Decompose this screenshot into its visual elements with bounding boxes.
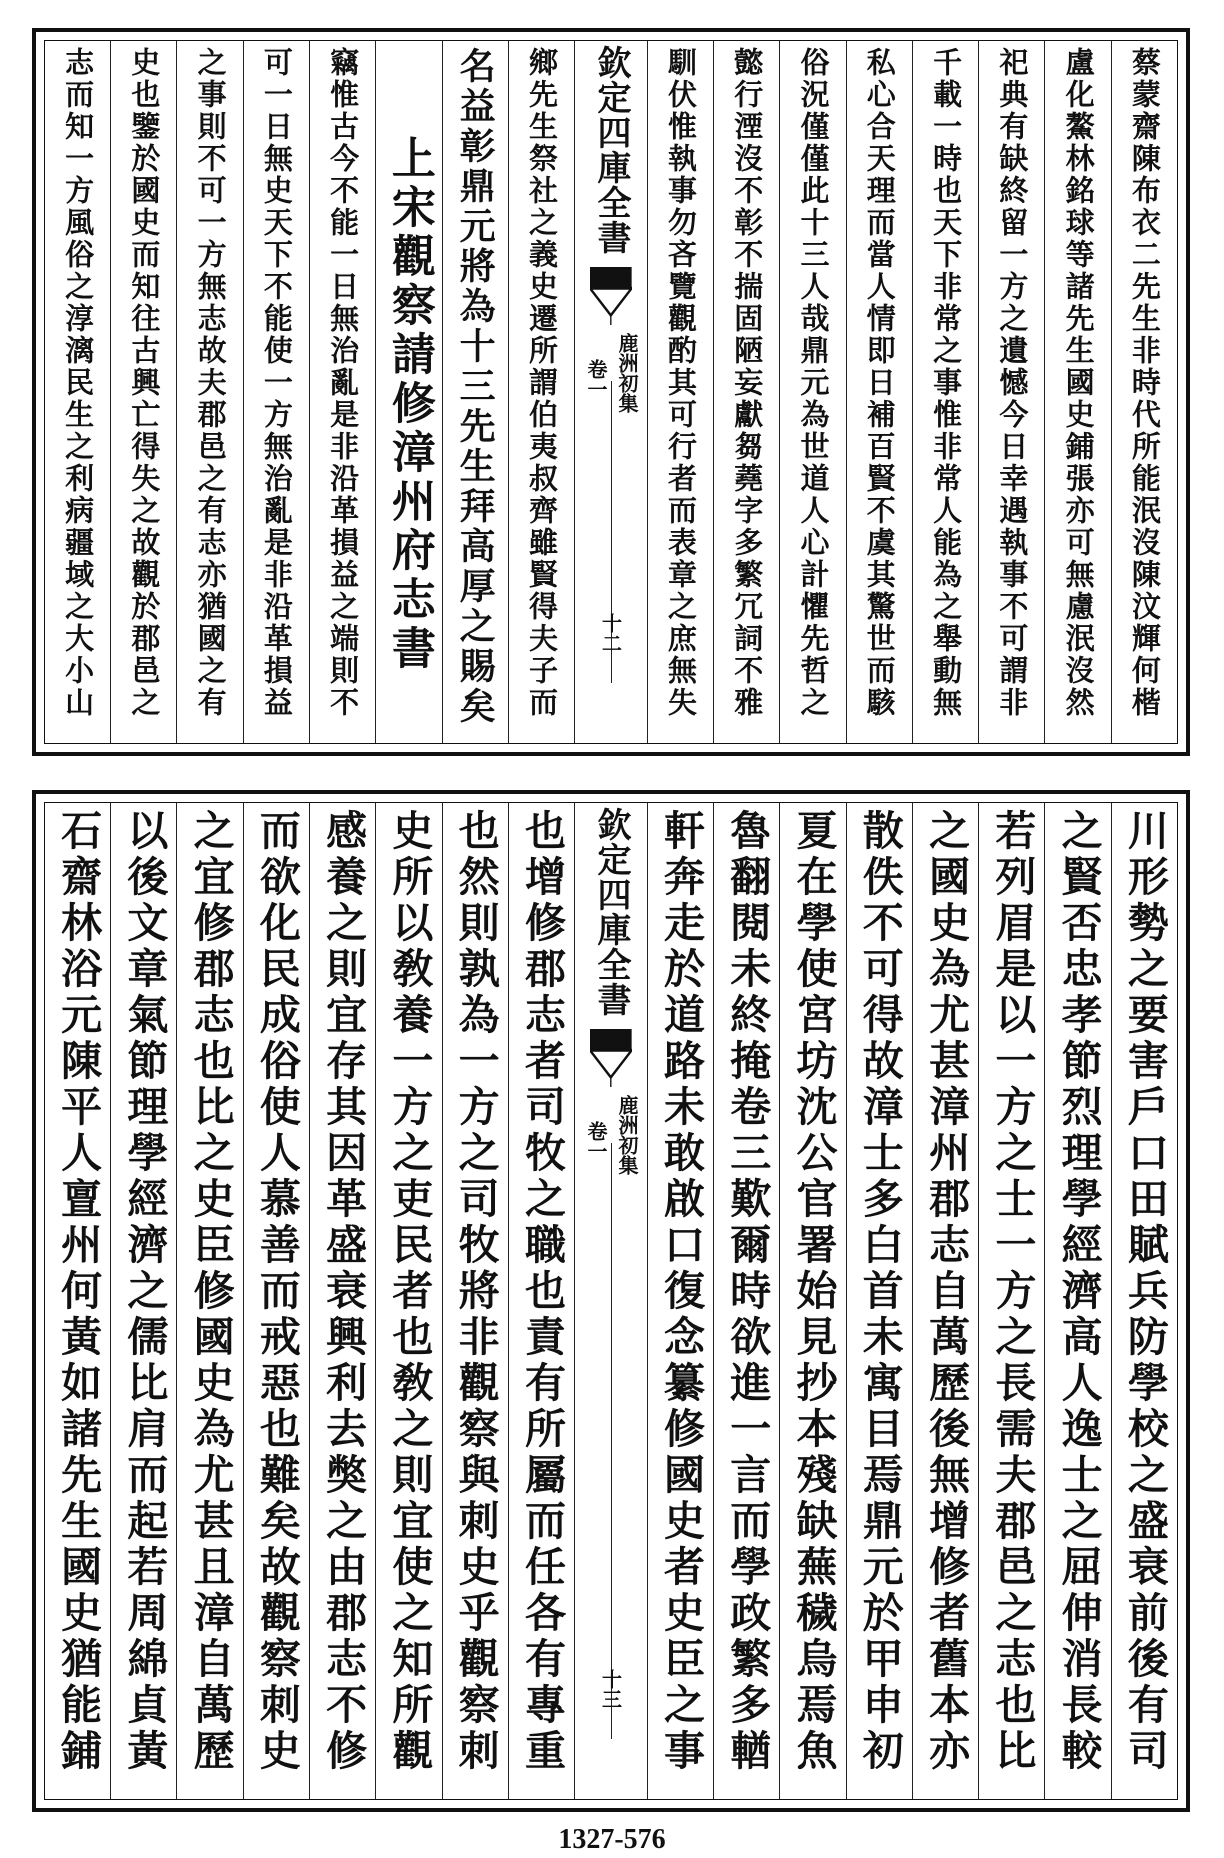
fishtail-mark-icon bbox=[590, 1029, 632, 1087]
text-column bbox=[309, 803, 375, 1799]
column-text: 志而知一方風俗之淳漓民生之利病疆域之大小山 bbox=[61, 47, 96, 719]
page-number: 十三 bbox=[598, 1669, 623, 1709]
text-column bbox=[110, 41, 176, 743]
column-text: 軒奔走於道路未敢啟口復念纂修國史者史臣之事 bbox=[657, 809, 705, 1775]
text-column bbox=[713, 803, 779, 1799]
page-number: 十二 bbox=[598, 613, 623, 653]
text-column bbox=[1111, 41, 1177, 743]
catalog-number: 1327-576 bbox=[558, 1824, 666, 1855]
text-column bbox=[442, 41, 508, 743]
column-text: 盧化鰲林銘球等諸先生國史鋪張亦可無慮泯沒然 bbox=[1061, 47, 1096, 719]
column-text: 也然則孰為一方之司牧將非觀察與刺史乎觀察刺 bbox=[451, 809, 500, 1775]
text-column bbox=[1111, 803, 1177, 1799]
column-text: 而欲化民成俗使人慕善而戒惡也難矣故觀察刺史 bbox=[252, 809, 301, 1775]
bottom-page bbox=[32, 790, 1190, 1812]
text-column bbox=[647, 41, 713, 743]
column-text: 石齋林浴元陳平人亶州何黃如諸先生國史猶能鋪 bbox=[54, 809, 103, 1775]
column-text: 可一日無史天下不能使一方無治亂是非沿革損益 bbox=[259, 47, 294, 719]
text-column bbox=[176, 41, 242, 743]
column-text: 上宋觀察請修漳州府志書 bbox=[383, 135, 435, 674]
text-column bbox=[1044, 803, 1110, 1799]
juan-label: 卷一 bbox=[583, 359, 608, 399]
column-text: 鄉先生祭社之義史遷所謂伯夷叔齊雖賢得夫子而 bbox=[524, 47, 559, 719]
volume-title: 鹿洲初集 bbox=[614, 333, 639, 413]
column-text: 之國史為尤甚漳州郡志自萬歷後無增修者舊本亦 bbox=[922, 809, 971, 1775]
column-text: 千載一時也天下非常之事惟非常人能為之舉動無 bbox=[929, 47, 964, 719]
book-title: 欽定四庫全書 bbox=[590, 807, 631, 1017]
text-column bbox=[779, 41, 845, 743]
column-text: 史也鑒於國史而知往古興亡得失之故觀於郡邑之 bbox=[127, 47, 162, 719]
column-text: 之賢否忠孝節烈理學經濟高人逸士之屈伸消長較 bbox=[1054, 809, 1103, 1775]
column-text: 俗況僅僅此十三人哉鼎元為世道人心計懼先哲之 bbox=[796, 47, 831, 719]
juan-label: 卷一 bbox=[583, 1121, 608, 1161]
text-column bbox=[309, 41, 375, 743]
column-text: 也增修郡志者司牧之職也責有所屬而任各有專重 bbox=[517, 809, 566, 1775]
column-text: 散佚不可得故漳士多白首未寓目焉鼎元於甲申初 bbox=[855, 809, 904, 1775]
column-text: 懿行湮沒不彰不揣固陋妄獻芻蕘字多繁冗詞不雅 bbox=[730, 47, 765, 719]
fishtail-mark-icon bbox=[590, 267, 632, 325]
column-text: 馴伏惟執事勿吝覽觀酌其可行者而表章之庶無失 bbox=[664, 47, 698, 719]
fold-line bbox=[611, 1143, 612, 1739]
column-text: 魯翻閱未終掩卷三歎爾時欲進一言而學政繁多輶 bbox=[723, 809, 772, 1775]
text-column bbox=[45, 803, 110, 1799]
text-column bbox=[243, 41, 309, 743]
text-column bbox=[713, 41, 779, 743]
text-column bbox=[978, 803, 1044, 1799]
book-title: 欽定四庫全書 bbox=[590, 45, 631, 255]
text-column bbox=[912, 803, 978, 1799]
column-text: 祀典有缺終留一方之遺憾今日幸遇執事不可謂非 bbox=[995, 47, 1030, 719]
text-column bbox=[45, 41, 110, 743]
text-column bbox=[779, 803, 845, 1799]
page-fold-center bbox=[574, 803, 647, 1799]
column-text: 之事則不可一方無志故夫郡邑之有志亦猶國之有 bbox=[193, 47, 228, 719]
text-column bbox=[912, 41, 978, 743]
text-column bbox=[243, 803, 309, 1799]
column-text: 感養之則宜存其因革盛衰興利去獘之由郡志不修 bbox=[319, 809, 368, 1775]
text-column bbox=[508, 41, 574, 743]
text-column bbox=[846, 803, 912, 1799]
column-text: 蔡蒙齋陳布衣二先生非時代所能泯沒陳汶輝何楷 bbox=[1127, 47, 1162, 719]
column-text: 私心合天理而當人情即日補百賢不虞其驚世而駭 bbox=[862, 47, 897, 719]
text-column bbox=[647, 803, 713, 1799]
top-page-columns bbox=[44, 40, 1178, 744]
text-column bbox=[110, 803, 176, 1799]
text-column bbox=[846, 41, 912, 743]
column-text: 若列眉是以一方之士一方之長需夫郡邑之志也比 bbox=[988, 809, 1037, 1775]
text-column bbox=[176, 803, 242, 1799]
text-column bbox=[375, 803, 441, 1799]
column-text: 夏在學使宮坊沈公官署始見抄本殘缺蕪穢烏焉魚 bbox=[789, 809, 838, 1775]
text-column bbox=[375, 41, 441, 743]
top-page bbox=[32, 28, 1190, 756]
column-text: 以後文章氣節理學經濟之儒比肩而起若周綿貞黃 bbox=[120, 809, 169, 1775]
text-column bbox=[442, 803, 508, 1799]
volume-title: 鹿洲初集 bbox=[614, 1095, 639, 1175]
text-column bbox=[1044, 41, 1110, 743]
text-column bbox=[508, 803, 574, 1799]
column-text: 川形勢之要害戶口田賦兵防學校之盛衰前後有司 bbox=[1120, 809, 1169, 1775]
column-text: 名益彰鼎元將為十三先生拜高厚之賜矣 bbox=[454, 47, 497, 727]
bottom-page-columns bbox=[44, 802, 1178, 1800]
column-text: 竊惟古今不能一日無治亂是非沿革損益之端則不 bbox=[326, 47, 361, 719]
text-column bbox=[978, 41, 1044, 743]
column-text: 之宜修郡志也比之史臣修國史為尤甚且漳自萬歷 bbox=[186, 809, 235, 1775]
column-text: 史所以敎養一方之吏民者也敎之則宜使之知所觀 bbox=[385, 809, 434, 1775]
page-fold-center bbox=[574, 41, 647, 743]
